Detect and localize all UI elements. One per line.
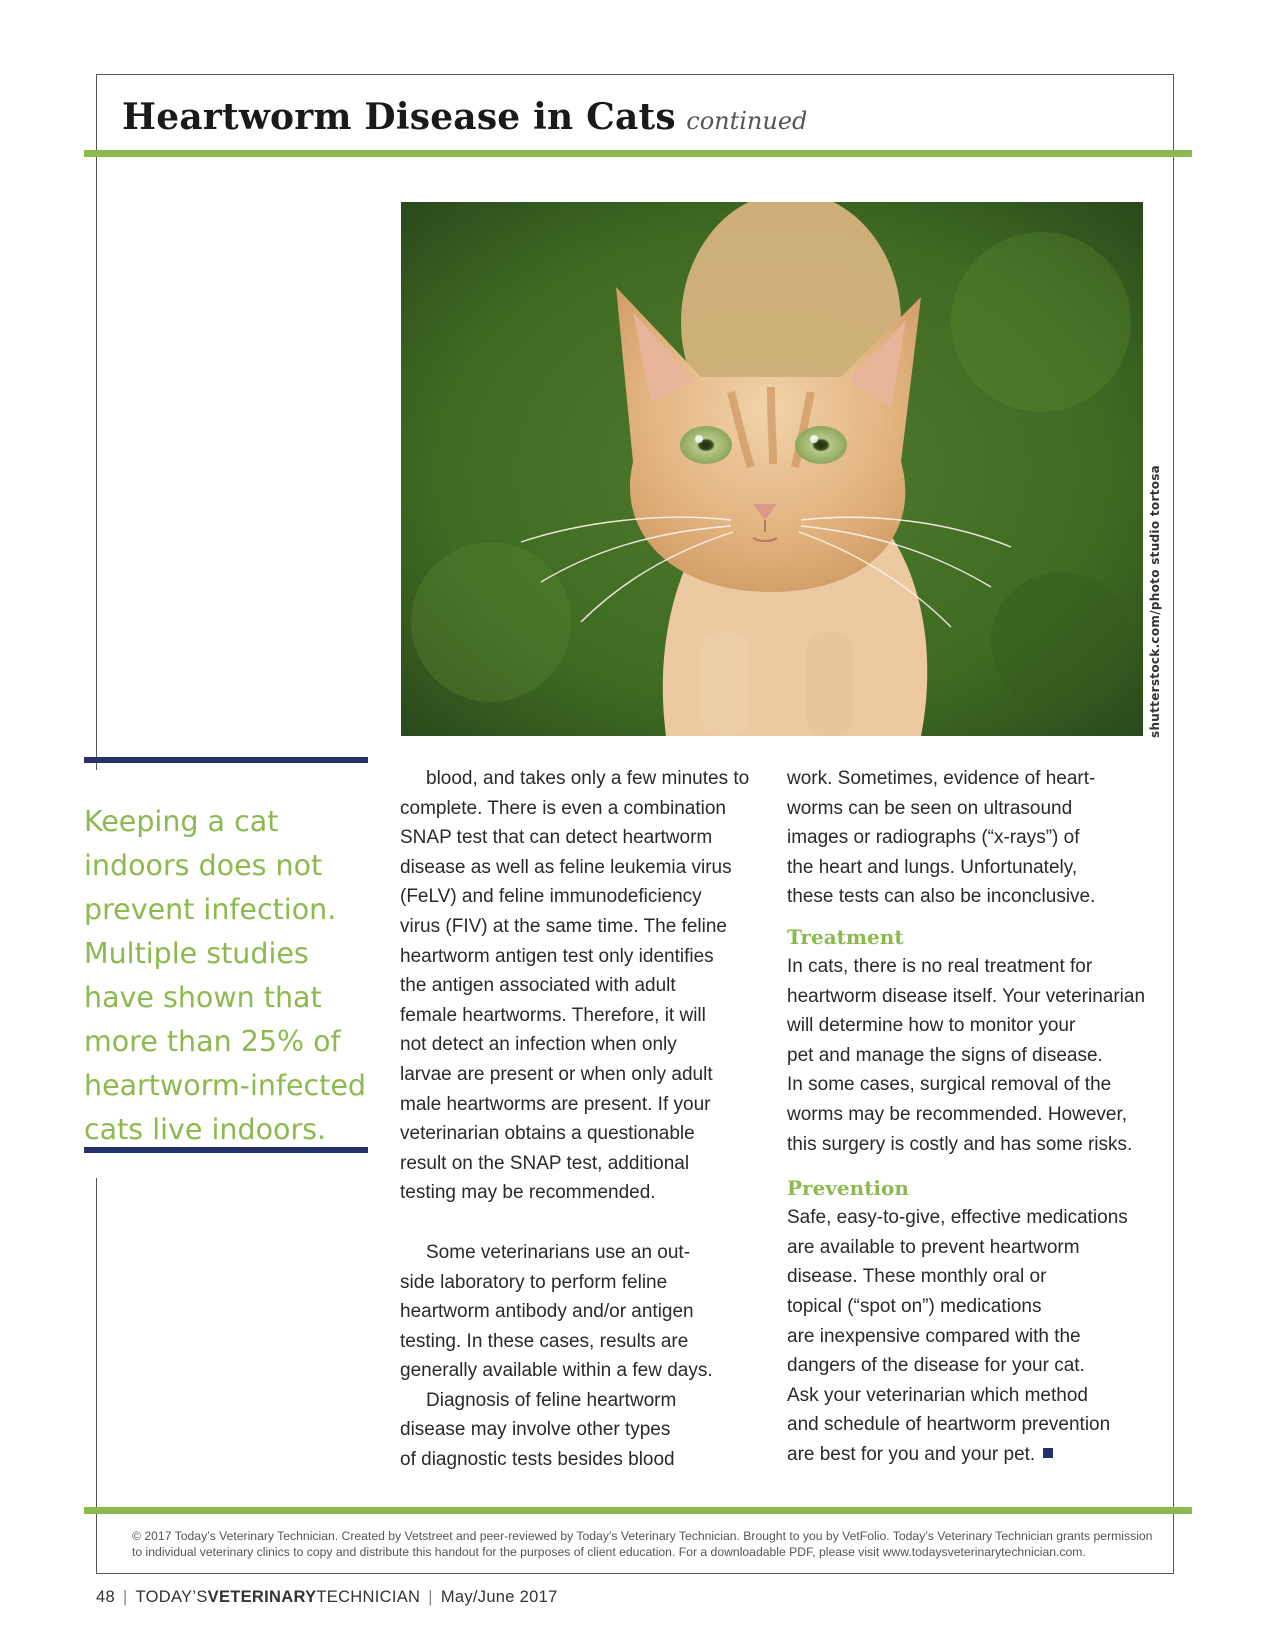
text-line: disease as well as feline leukemia virus — [400, 856, 732, 878]
text-line: heartworm antibody and/or antigen — [400, 1301, 694, 1323]
text-line: SNAP test that can detect heartworm — [400, 827, 713, 849]
text-line: prevent infection. — [84, 893, 337, 926]
text-line: Diagnosis of feline heartworm — [426, 1389, 677, 1411]
text-line: not detect an infection when only — [400, 1034, 677, 1056]
copyright-notice — [132, 1528, 1162, 1560]
text-line: have shown that — [84, 981, 322, 1014]
body-column-2 — [787, 764, 1147, 1469]
end-of-article-icon — [1043, 1448, 1053, 1458]
text-line: are available to prevent heartworm — [787, 1236, 1080, 1258]
text-line: Ask your veterinarian which method — [787, 1384, 1088, 1406]
pullquote — [84, 800, 374, 1152]
text-line: and schedule of heartworm prevention — [787, 1414, 1111, 1436]
text-line: are best for you and your pet. — [787, 1443, 1036, 1465]
text-line: blood, and takes only a few minutes to — [426, 768, 750, 789]
text-line: Keeping a cat — [84, 805, 279, 838]
issue-date: May/June 2017 — [440, 1588, 558, 1606]
text-line: veterinarian obtains a questionable — [400, 1123, 695, 1145]
text-line: Some veterinarians use an out- — [426, 1241, 691, 1263]
text-line: will determine how to monitor your — [787, 1015, 1076, 1037]
text-line: images or radiographs (“x-rays”) of — [787, 827, 1080, 849]
text-line: side laboratory to perform feline — [400, 1271, 668, 1293]
text-line: the antigen associated with adult — [400, 975, 676, 997]
text-line: Multiple studies — [84, 937, 309, 970]
page-footer: 48 | TODAY’SVETERINARYTECHNICIAN | May/June 2017 — [96, 1588, 558, 1606]
title-main: Heartworm Disease in Cats — [122, 96, 676, 138]
prevention-heading: Prevention — [787, 1176, 909, 1201]
text-line: disease. These monthly oral or — [787, 1266, 1047, 1288]
pullquote-bottom-rule — [84, 1147, 368, 1153]
text-line: result on the SNAP test, additional — [400, 1152, 690, 1174]
copyright-line-1: © 2017 Today’s Veterinary Technician. Created by Vetstreet and peer-reviewed by Today’s Veterinary Technician. Brought to you by VetFolio. Today’s Veterinary Technician grants permission — [132, 1529, 1153, 1543]
pullquote-top-rule — [84, 757, 368, 763]
text-line: testing. In these cases, results are — [400, 1330, 689, 1352]
page-title — [122, 96, 807, 138]
text-line: male heartworms are present. If your — [400, 1093, 711, 1115]
text-line: worms can be seen on ultrasound — [787, 797, 1073, 819]
text-line: disease may involve other types — [400, 1419, 671, 1441]
cat-photo — [401, 202, 1143, 736]
text-line: heartworm disease itself. Your veterinarian — [787, 985, 1146, 1007]
paragraph — [400, 764, 760, 1208]
text-line: the heart and lungs. Unfortunately, — [787, 856, 1078, 878]
paragraph — [787, 1203, 1147, 1469]
text-line: virus (FIV) at the same time. The feline — [400, 915, 727, 937]
text-line: cats live indoors. — [84, 1113, 327, 1146]
text-line: (FeLV) and feline immunodeficiency — [400, 886, 702, 908]
text-line: In some cases, surgical removal of the — [787, 1074, 1112, 1096]
text-line: of diagnostic tests besides blood — [400, 1449, 675, 1471]
text-line: heartworm antigen test only identifies — [400, 945, 714, 967]
text-line: larvae are present or when only adult — [400, 1063, 713, 1085]
paragraph — [400, 1238, 760, 1386]
text-line: In cats, there is no real treatment for — [787, 955, 1093, 977]
text-line: female heartworms. Therefore, it will — [400, 1004, 706, 1026]
text-line: complete. There is even a combination — [400, 797, 726, 819]
text-line: generally available within a few days. — [400, 1360, 713, 1382]
text-line: dangers of the disease for your cat. — [787, 1355, 1085, 1377]
text-line: Safe, easy-to-give, effective medications — [787, 1207, 1128, 1229]
header-rule — [84, 150, 1192, 157]
text-line: work. Sometimes, evidence of heart- — [787, 768, 1096, 789]
text-line: indoors does not — [84, 849, 323, 882]
text-line: are inexpensive compared with the — [787, 1325, 1081, 1347]
text-line: these tests can also be inconclusive. — [787, 886, 1096, 908]
text-line: heartworm-infected — [84, 1069, 366, 1102]
footer-rule — [84, 1507, 1192, 1514]
text-line: worms may be recommended. However, — [787, 1103, 1128, 1125]
paragraph — [787, 764, 1147, 912]
text-line: topical (“spot on”) medications — [787, 1295, 1042, 1317]
text-line: testing may be recommended. — [400, 1182, 656, 1204]
text-line: more than 25% of — [84, 1025, 341, 1058]
page-number: 48 — [96, 1588, 115, 1606]
text-line: this surgery is costly and has some risks. — [787, 1133, 1133, 1155]
publication-name: TODAY’SVETERINARYTECHNICIAN — [135, 1588, 421, 1606]
title-continued: continued — [686, 107, 808, 135]
body-column-1 — [400, 764, 760, 1475]
treatment-heading: Treatment — [787, 924, 904, 949]
paragraph — [787, 952, 1147, 1159]
paragraph — [400, 1386, 760, 1475]
photo-credit: shutterstock.com/photo studio tortosa — [1148, 464, 1162, 738]
copyright-line-2: to individual veterinary clinics to copy and distribute this handout for the purposes of client education. For a downloadable PDF, please visit www.todaysveterinarytechnician.com. — [132, 1545, 1086, 1559]
text-line: pet and manage the signs of disease. — [787, 1044, 1103, 1066]
